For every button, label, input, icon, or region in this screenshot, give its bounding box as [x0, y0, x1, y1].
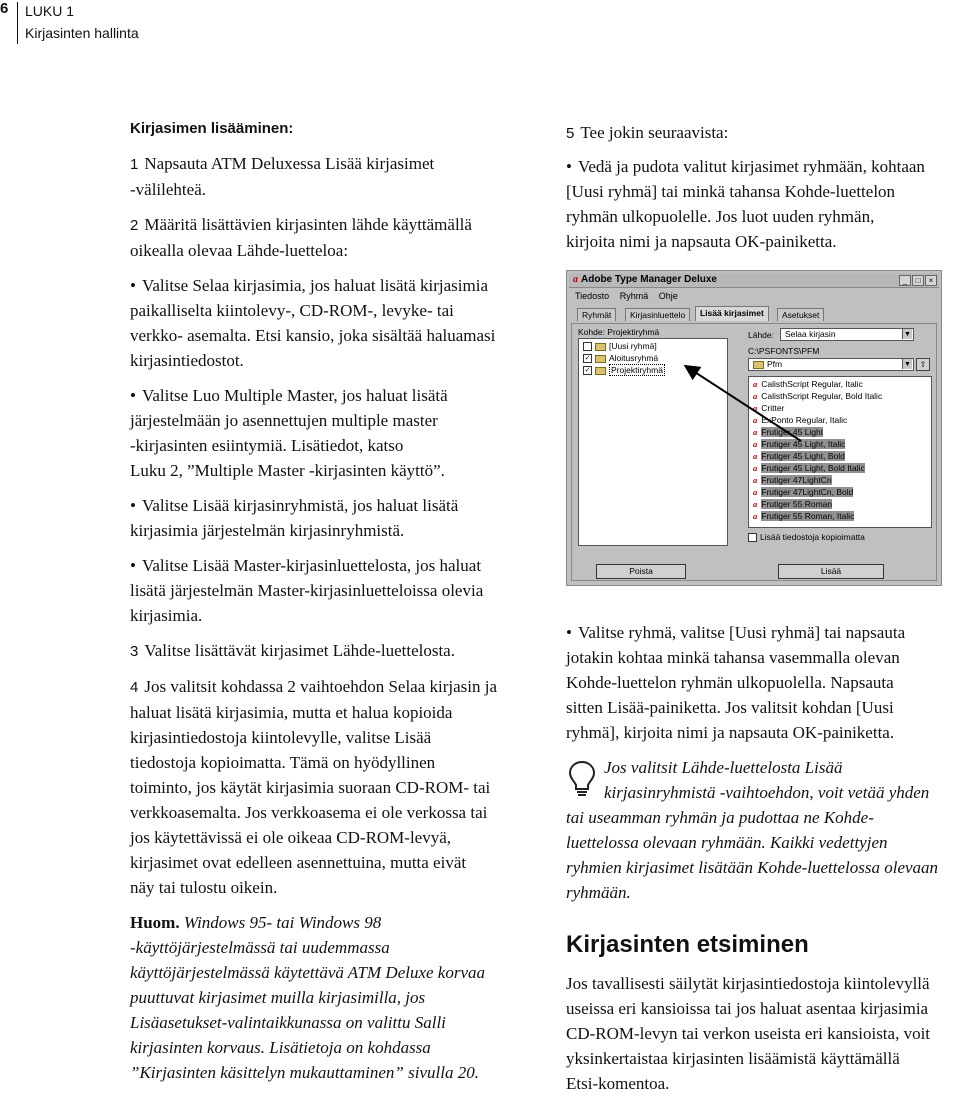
- font-list-item[interactable]: a Frutiger 45 Light, Italic: [753, 439, 846, 449]
- font-type-icon: a: [753, 463, 758, 473]
- lightbulb-icon: [566, 759, 598, 799]
- step-1: 1 Napsauta ATM Deluxessa Lisää kirjasimet: [130, 154, 435, 173]
- tab-add-fonts[interactable]: Lisää kirjasimet: [695, 306, 769, 321]
- step-4: 4 Jos valitsit kohdassa 2 vaihtoehdon Selaa kirjasin ja haluat lisätä kirjasimia, mutta et halua kopioida kirjasintiedostoja kiintolevylle, valitse Lisää tiedostoja kopioimatta. Tämä on hyödyllinen toiminto, jos käytät kirjasimia suoraan CD-ROM- tai verkkoasemalta. Jos verkkoasema ei ole verkossa tai jos käytettävissä ei ole oikeaa CD-ROM-levyä, kirjasimet ovat edelleen asennettuina, mutta eivät näy tai tulostu oikein.: [130, 677, 498, 897]
- step-3: 3 Valitse lisättävät kirjasimet Lähde-luettelosta.: [130, 641, 455, 660]
- font-type-icon: a: [753, 487, 758, 497]
- header-divider: [17, 2, 18, 44]
- right-column-lower: [566, 620, 960, 1096]
- chevron-down-icon: ▼: [902, 359, 912, 369]
- close-icon[interactable]: ×: [925, 275, 937, 286]
- font-list-item[interactable]: a Frutiger 45 Light, Bold Italic: [753, 463, 865, 473]
- font-type-icon: a: [753, 499, 758, 509]
- menu-file[interactable]: Tiedosto: [575, 291, 610, 301]
- remove-button[interactable]: Poista: [596, 564, 686, 579]
- chapter-label: LUKU 1: [25, 3, 75, 19]
- section-title: Kirjasinten hallinta: [25, 25, 139, 41]
- target-item-start-group[interactable]: ✓ Aloitusryhmä: [584, 353, 659, 363]
- left-column: [130, 120, 525, 1085]
- minimize-icon[interactable]: _: [899, 275, 911, 286]
- note: Huom. Windows 95- tai Windows 98 -käyttöjärjestelmässä tai uudemmassa käyttöjärjestelmässä käytettävä ATM Deluxe korvaa puuttuvat kirjasimet muilla kirjasimilla, jos Lisäasetukset-valintaikkunassa on valittu Salli kirjasinten korvaus. Lisätietoja on kohdassa ”Kirjasinten käsittelyn mukauttaminen” sivulla 20.: [130, 913, 486, 1082]
- font-type-icon: a: [753, 439, 758, 449]
- step-2: 2 Määritä lisättävien kirjasinten lähde käyttämällä: [130, 215, 472, 234]
- bullet-master-list: • Valitse Lisää Master-kirjasinluettelosta, jos haluat lisätä järjestelmän Master-kirjasinluetteloissa olevia kirjasimia.: [130, 553, 525, 628]
- tab-font-list[interactable]: Kirjasinluettelo: [625, 308, 690, 321]
- font-list-item[interactable]: a Frutiger 47LightCn: [753, 475, 832, 485]
- bullet-font-groups: • Valitse Lisää kirjasinryhmistä, jos haluat lisätä kirjasimia järjestelmän kirjasinryhmistä.: [130, 493, 525, 543]
- font-list-item[interactable]: a Frutiger 45 Light, Bold: [753, 451, 845, 461]
- source-path: C:\PSFONTS\PFM: [748, 346, 820, 356]
- step-2-cont: oikealla olevaa Lähde-luetteloa:: [130, 241, 349, 260]
- tab-settings[interactable]: Asetukset: [777, 308, 824, 321]
- copy-checkbox-row[interactable]: Lisää tiedostoja kopioimatta: [748, 532, 865, 542]
- source-dropdown[interactable]: Selaa kirjasin ▼: [780, 328, 914, 341]
- font-type-icon: a: [753, 391, 758, 401]
- font-list-item[interactable]: a Frutiger 55 Roman, Italic: [753, 511, 855, 521]
- font-list-item[interactable]: a Frutiger 45 Light: [753, 427, 824, 437]
- procedure-heading: Kirjasimen lisääminen:: [130, 120, 294, 137]
- drag-arrow: [567, 271, 941, 585]
- font-list-item[interactable]: a Frutiger 55 Roman: [753, 499, 833, 509]
- window-title: Adobe Type Manager Deluxe: [581, 274, 717, 285]
- font-type-icon: a: [753, 511, 758, 521]
- tab-groups[interactable]: Ryhmät: [577, 308, 616, 321]
- bullet-multiple-master: • Valitse Luo Multiple Master, jos haluat lisätä järjestelmään jo asennettujen multiple master -kirjasinten esiintymiä. Lisätiedot, katso Luku 2, ”Multiple Master -kirjasinten käyttö”.: [130, 383, 525, 483]
- right-column: [566, 120, 960, 254]
- section-heading: Kirjasinten etsiminen: [566, 931, 809, 958]
- maximize-icon[interactable]: □: [912, 275, 924, 286]
- menu-group[interactable]: Ryhmä: [619, 291, 649, 301]
- font-type-icon: a: [753, 415, 758, 425]
- atm-window-screenshot: [566, 270, 942, 586]
- font-list-item[interactable]: a ExPonto Regular, Italic: [753, 415, 848, 425]
- source-label: Lähde:: [748, 330, 774, 340]
- font-list-item[interactable]: a Critter: [753, 403, 785, 413]
- font-list-item[interactable]: a Frutiger 47LightCn, Bold: [753, 487, 854, 497]
- folder-dropdown[interactable]: Pfm ▼: [748, 358, 914, 371]
- note-label: Huom.: [130, 913, 180, 932]
- chevron-down-icon: ▼: [902, 329, 912, 339]
- folder-up-icon[interactable]: ⇧: [916, 358, 930, 371]
- font-type-icon: a: [753, 451, 758, 461]
- font-list-item[interactable]: a CalisthScript Regular, Bold Italic: [753, 391, 883, 401]
- font-type-icon: a: [753, 403, 758, 413]
- font-type-icon: a: [753, 427, 758, 437]
- page-number: 6: [0, 0, 9, 17]
- target-item-new-group[interactable]: [Uusi ryhmä]: [583, 341, 657, 351]
- bullet-drag-drop: • Vedä ja pudota valitut kirjasimet ryhmään, kohtaan [Uusi ryhmä] tai minkä tahansa Kohde-luettelon ryhmän ulkopuolelle. Jos luot uuden ryhmän, kirjoita nimi ja napsauta OK-painiketta.: [566, 154, 960, 254]
- tip: Jos valitsit Lähde-luettelosta Lisää kirjasinryhmistä -vaihtoehdon, voit vetää yhden tai useamman ryhmän ja pudottaa ne Kohde- luettelossa olevaan ryhmään. Kaikki vedettyjen ryhmien kirjasimet lisätään Kohde-luettelossa olevaan ryhmään.: [566, 758, 939, 902]
- step-5: 5 Tee jokin seuraavista:: [566, 123, 729, 142]
- font-type-icon: a: [753, 475, 758, 485]
- menu-help[interactable]: Ohje: [658, 291, 678, 301]
- add-button[interactable]: Lisää: [778, 564, 884, 579]
- bullet-select-group: • Valitse ryhmä, valitse [Uusi ryhmä] tai napsauta jotakin kohtaa minkä tahansa vasemmalla olevan Kohde-luettelon ryhmän ulkopuolella. Napsauta sitten Lisää-painiketta. Jos valitsit kohdan [Uusi ryhmä], kirjoita nimi ja napsauta OK-painiketta.: [566, 620, 960, 745]
- font-type-icon: a: [753, 379, 758, 389]
- font-list-item[interactable]: a CalisthScript Regular, Italic: [753, 379, 863, 389]
- atm-logo-icon: a: [573, 274, 578, 285]
- target-item-project-group[interactable]: ✓ Projektiryhmä: [584, 365, 663, 375]
- find-paragraph: Jos tavallisesti säilytät kirjasintiedostoja kiintolevyllä useissa eri kansioissa tai jos haluat asentaa kirjasimia CD-ROM-levyn tai verkon useista eri kansioista, voit yksinkertaistaa kirjasinten lisäämistä käyttämällä Etsi-komentoa.: [566, 974, 931, 1093]
- target-label: Kohde: Projektiryhmä: [578, 327, 660, 337]
- step-1-cont: -välilehteä.: [130, 180, 206, 199]
- bullet-browse: • Valitse Selaa kirjasimia, jos haluat lisätä kirjasimia paikalliselta kiintolevy-, CD-ROM-, levyke- tai verkko- asemalta. Etsi kansio, joka sisältää haluamasi kirjasintiedostot.: [130, 273, 525, 373]
